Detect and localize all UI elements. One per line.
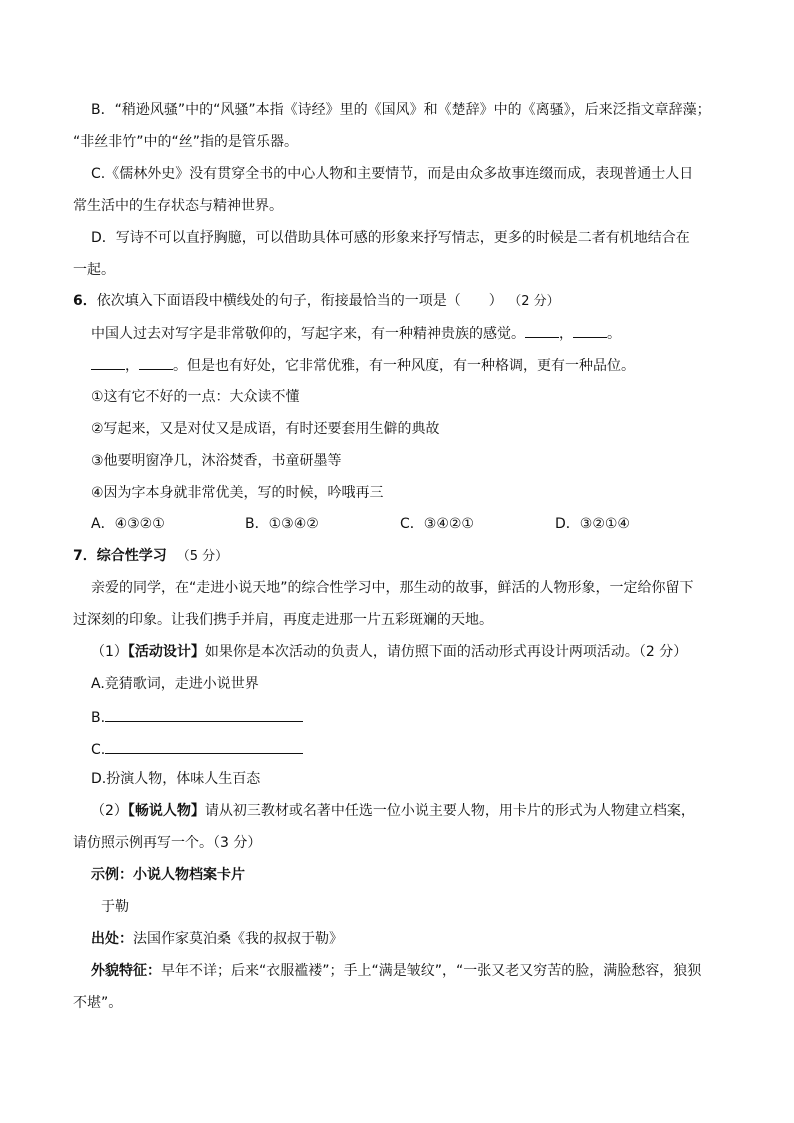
q7-source (91, 929, 343, 949)
q6-option-c: C．③④②① (400, 516, 474, 532)
q6-item-4: ④因为字本身就非常优美，写的时候，吟哦再三 (91, 485, 384, 501)
q6-item-2: ②写起来，又是对仗又是成语，有时还要套用生僻的典故 (91, 421, 440, 437)
q6-option-b: B．①③④② (245, 516, 319, 532)
q6-stem (73, 291, 560, 312)
q7-part2-prompt (91, 801, 695, 821)
q5-option-c-line1: C.《儒林外史》没有贯穿全书的中心人物和主要情节，而是由众多故事连缀而成，表现普通士人日 (91, 166, 694, 182)
q6-comma-1: ， (559, 326, 573, 342)
q7-appearance (91, 961, 701, 981)
q7-part2-text: 请从初三教材或名著中任选一位小说主要人物，用卡片的形式为人物建立档案， (204, 803, 695, 819)
q6-option-a: A．④③②① (91, 516, 165, 532)
q7-header (73, 546, 228, 567)
q6-comma-2: ， (125, 358, 139, 374)
q5-option-b-line1: B．“稍逊风骚”中的“风骚”本指《诗经》里的《国风》和《楚辞》中的《离骚》，后来泛指文章辞藻； (91, 102, 711, 118)
q7-intro-line1: 亲爱的同学，在“走进小说天地”的综合性学习中，那生动的故事，鲜活的人物形象，一定给你留下 (91, 580, 694, 596)
q6-blank-3 (91, 355, 125, 370)
q7-part1-text: 如果你是本次活动的负责人，请仿照下面的活动形式再设计两项活动。（2 分） (204, 644, 688, 660)
q6-number: 6． (73, 293, 97, 309)
q7-activity-b-blank[interactable] (105, 706, 303, 722)
q6-option-d: D．③②①④ (555, 516, 630, 532)
q7-activity-a: A.竞猜歌词，走进小说世界 (91, 676, 259, 692)
q7-activity-c-blank[interactable] (105, 738, 303, 754)
q7-activity-c-label: C. (91, 742, 106, 758)
q7-appearance-label: 外貌特征： (91, 963, 161, 979)
q7-title: 综合性学习 (96, 548, 167, 564)
q6-blank-4 (139, 355, 173, 370)
q7-activity-d: D.扮演人物，体味人生百态 (91, 771, 261, 787)
q6-item-3: ③他要明窗净几，沐浴焚香，书童研墨等 (91, 453, 342, 469)
q6-passage-text1: 中国人过去对写字是非常敬仰的，写起字来，有一种精神贵族的感觉。 (91, 326, 525, 342)
q7-part2-tag: 【畅说人物】 (127, 803, 205, 819)
q5-option-d-line1: D．写诗不可以直抒胸臆，可以借助具体可感的形象来抒写情志，更多的时候是二者有机地结合在 (91, 230, 690, 246)
q7-part1-tag: 【活动设计】 (127, 644, 205, 660)
q7-activity-b (91, 706, 303, 728)
q7-source-text: 法国作家莫泊桑《我的叔叔于勒》 (133, 931, 343, 947)
q6-blank-1 (525, 323, 559, 338)
q7-activity-c (91, 738, 303, 760)
q7-number: 7． (73, 548, 97, 564)
q6-passage-line2 (91, 355, 635, 376)
q7-example-label: 示例：小说人物档案卡片 (91, 867, 245, 883)
q7-part2-number: （2） (91, 803, 128, 819)
q6-passage-line1 (91, 323, 621, 344)
q7-character-name: 于勒 (101, 899, 129, 915)
q6-passage-text2: 。但是也有好处，它非常优雅，有一种风度，有一种格调，更有一种品位。 (173, 358, 635, 374)
q6-stem-text: 依次填入下面语段中横线处的句子，衔接最恰当的一项是（ ） (96, 293, 503, 309)
q5-option-c-line2: 常生活中的生存状态与精神世界。 (73, 198, 283, 214)
q7-part1-number: （1） (91, 644, 128, 660)
q7-appearance-text: 早年不详；后来“衣服褴褛”；手上“满是皱纹”，“一张又老又穷苦的脸，满脸愁容，狼狈 (161, 963, 702, 979)
q5-option-d-line2: 一起。 (73, 262, 115, 278)
q7-source-label: 出处： (91, 931, 133, 947)
q7-intro-line2: 过深刻的印象。让我们携手并肩，再度走进那一片五彩斑斓的天地。 (73, 612, 493, 628)
q7-activity-b-label: B. (91, 710, 106, 726)
q7-score: （5 分） (176, 549, 229, 564)
q7-part1-prompt (91, 642, 687, 662)
q5-option-b-line2: “非丝非竹”中的“丝”指的是管乐器。 (73, 134, 299, 150)
q6-blank-2 (573, 323, 607, 338)
q7-part2-prompt-line2: 请仿照示例再写一个。（3 分） (73, 835, 262, 851)
q7-appearance-line2: 不堪”。 (73, 995, 123, 1011)
q6-period-1: 。 (607, 326, 621, 342)
q6-score: （2 分） (514, 294, 560, 309)
q6-item-1: ①这有它不好的一点：大众读不懂 (91, 389, 300, 405)
